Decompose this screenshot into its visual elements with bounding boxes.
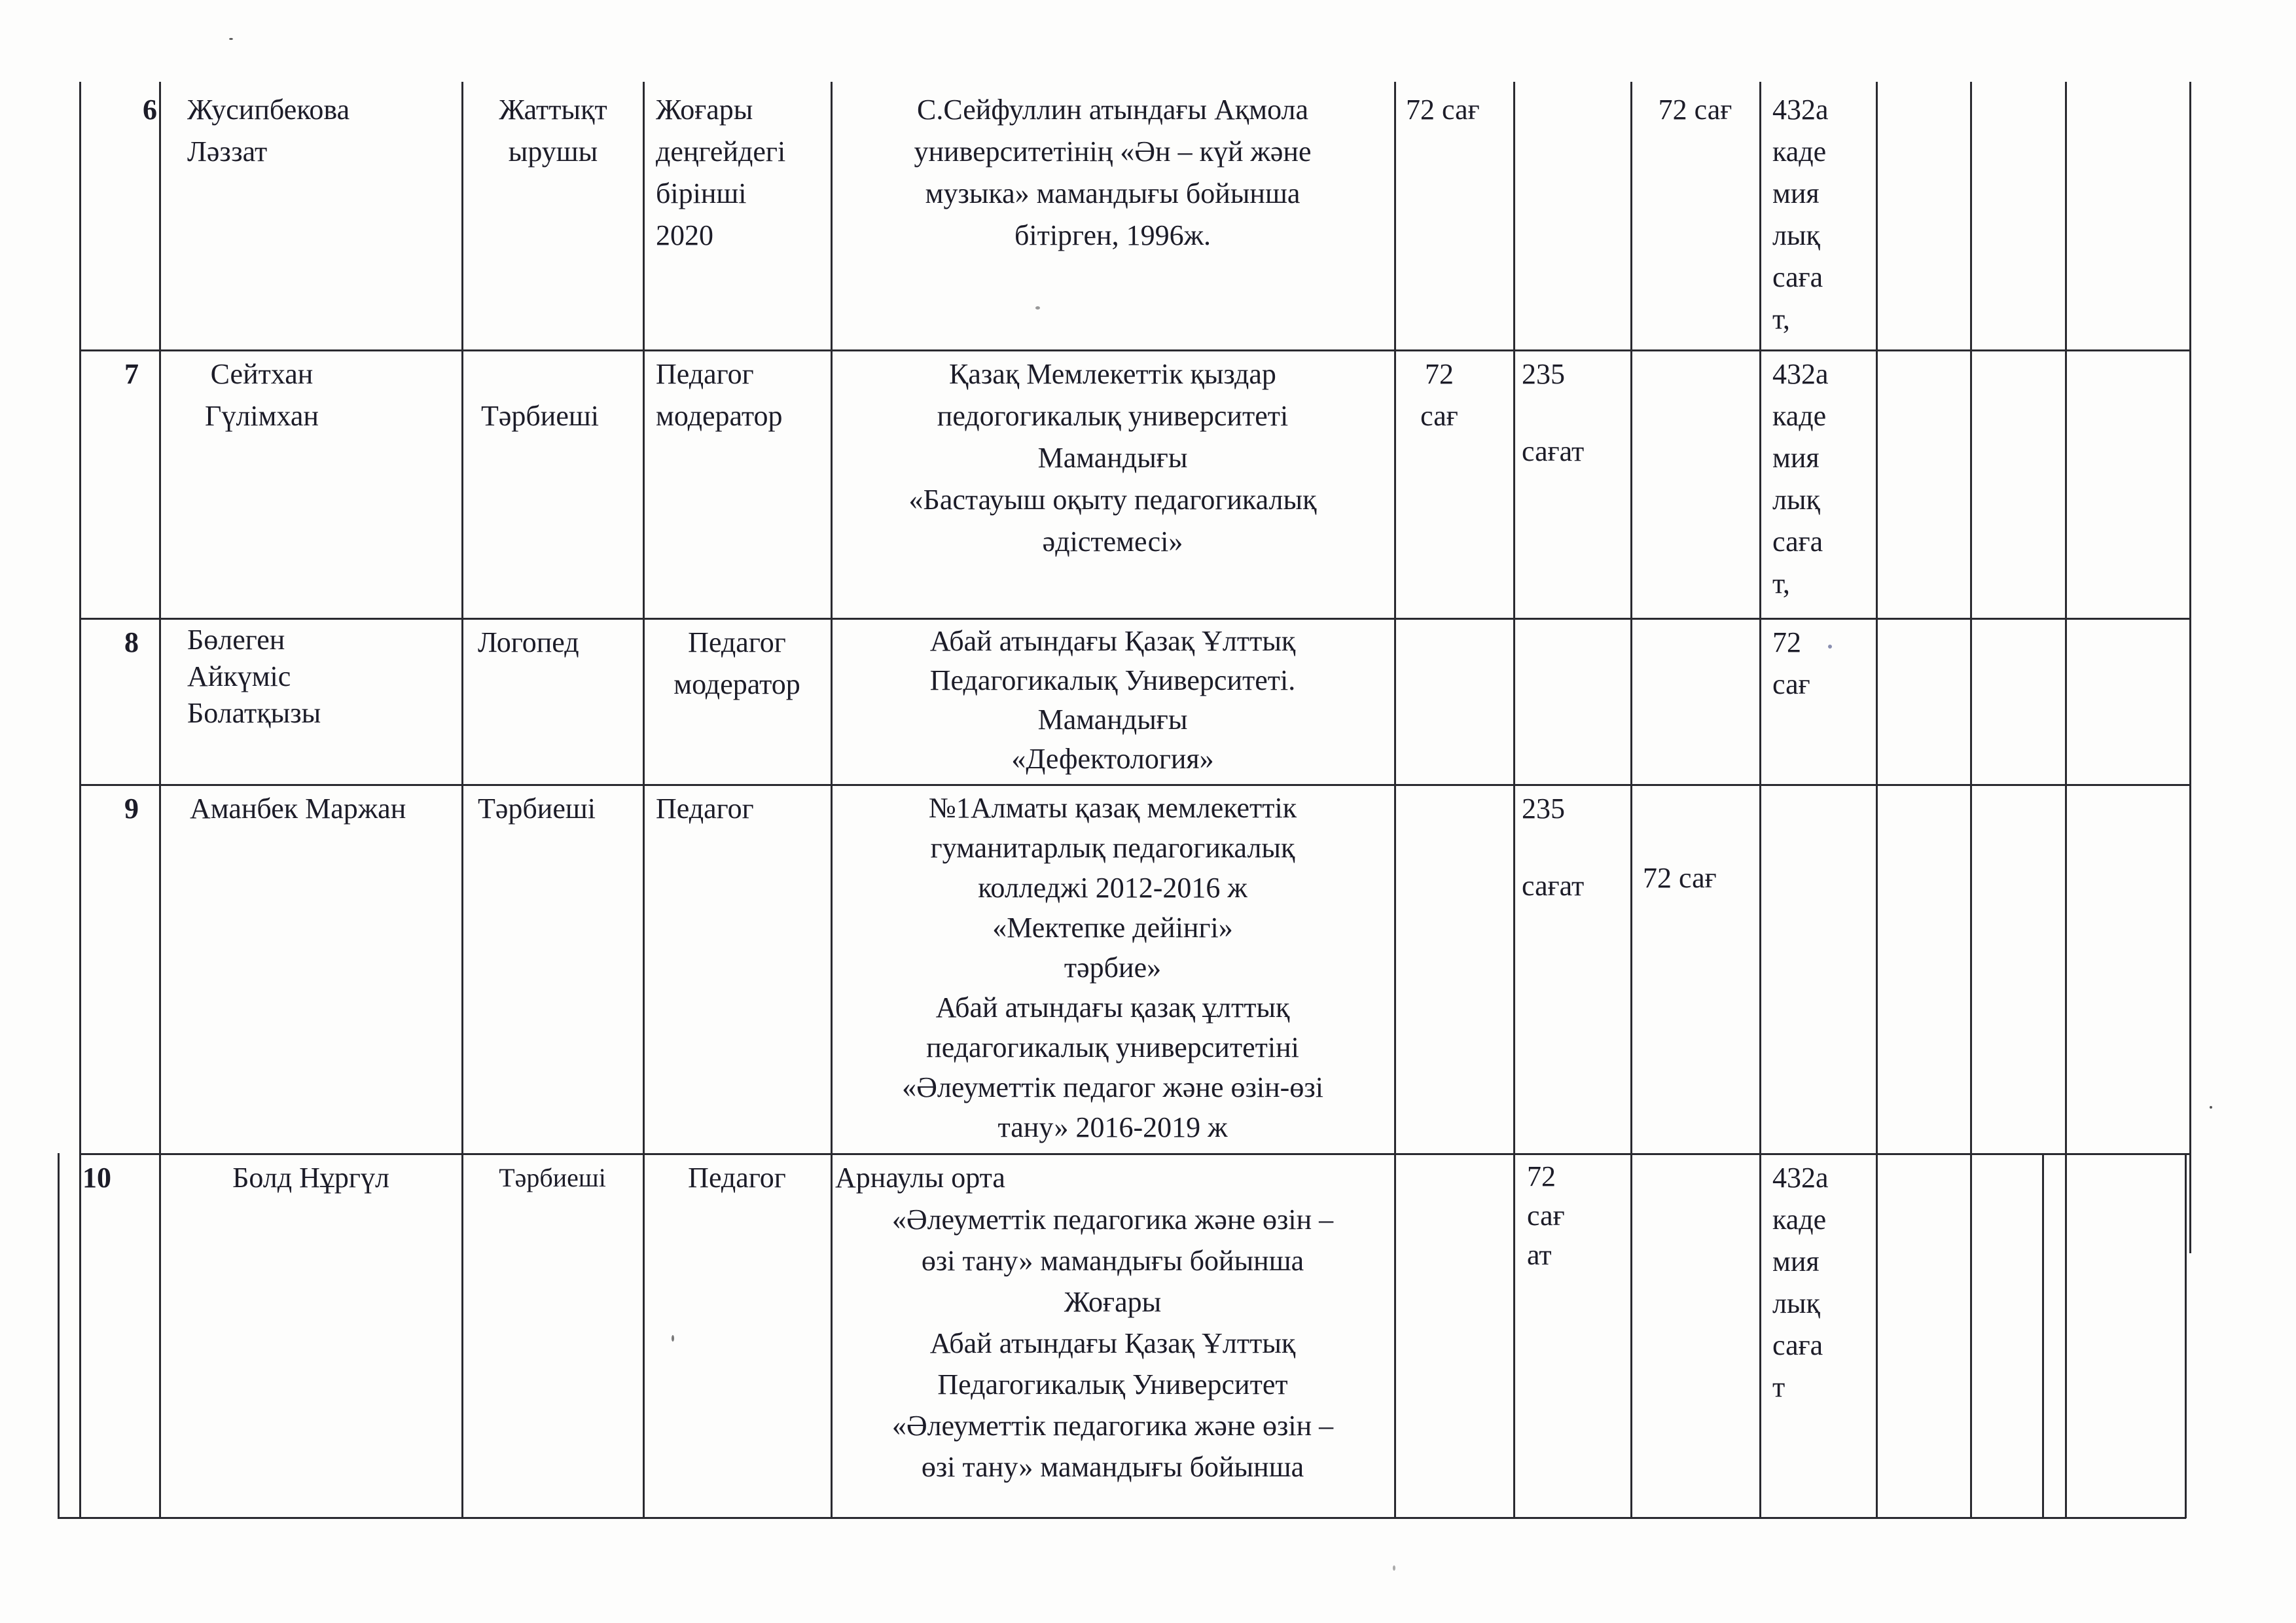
education-details: Қазақ Мемлекеттік қыздар педогогикалық университеті Мамандығы «Бастауыш оқыту педагогикалық әдістемесі» — [908, 358, 1317, 558]
employee-position: Тәрбиеші — [481, 400, 599, 432]
academic-hours: 72 сағ — [1772, 626, 1810, 700]
training-hours: 72 сағ — [1643, 862, 1717, 894]
education-details: №1Алматы қазақ мемлекеттік гуманитарлық педагогикалық колледжі 2012-2016 ж «Мектепке дейінгі» тәрбие» Абай атындағы қазақ ұлттық педагогикалық университетіні «Әлеуметтік педагог және өзін-өзі тану» 2016-2019 ж — [902, 792, 1323, 1143]
education-details: Абай атындағы Қазақ Ұлттық Педагогикалық Университеті. Мамандығы «Дефектология» — [929, 625, 1296, 775]
training-hours: 72 сағ — [1406, 94, 1480, 126]
employee-position: Логопед — [478, 626, 579, 658]
education-details: «Әлеуметтік педагогика және өзін – өзі тану» мамандығы бойынша Жоғары Абай атындағы Қазақ Ұлттық Педагогикалық Университет «Әлеуметтік педагогика және өзін – өзі тану» мамандығы бойынша — [891, 1204, 1334, 1483]
row-number: 8 — [124, 626, 139, 658]
academic-hours: 432а каде мия лық саға т, — [1772, 94, 1829, 335]
qualification-category: Педагог модератор — [673, 626, 800, 700]
row-number: 7 — [124, 358, 139, 390]
academic-hours: 432а каде мия лық саға т — [1772, 1162, 1829, 1403]
employee-position: Жаттықт ырушы — [499, 94, 607, 168]
row-number: 9 — [124, 793, 139, 825]
academic-hours: 432а каде мия лық саға т, — [1772, 358, 1829, 599]
employee-position: Тәрбиеші — [499, 1163, 606, 1192]
qualification-category: Педагог — [656, 793, 754, 825]
education-details: С.Сейфуллин атындағы Ақмола университетінің «Ән – күй және музыка» мамандығы бойынша бітірген, 1996ж. — [914, 94, 1312, 251]
qualification-category: Педагог модератор — [656, 358, 783, 432]
employee-name: Сейтхан Гүлімхан — [205, 358, 319, 432]
training-hours: 72 сағ — [1658, 94, 1732, 126]
row-number: 10 — [82, 1162, 111, 1194]
employee-name: Болд Нұргүл — [232, 1162, 389, 1194]
qualification-category: Педагог — [688, 1162, 786, 1194]
training-hours: 235 сағат — [1522, 358, 1585, 467]
qualification-category: Жоғары деңгейдегі бірінші 2020 — [656, 94, 786, 251]
employee-name: Аманбек Маржан — [190, 793, 406, 825]
employee-position: Тәрбиеші — [478, 793, 596, 825]
training-hours: 235 сағат — [1522, 793, 1585, 902]
training-hours: 72 сағ — [1420, 358, 1458, 432]
employee-name: Бөлеген Айкүміс Болатқызы — [187, 624, 321, 729]
education-level-label: Арнаулы орта — [835, 1162, 1005, 1194]
row-number: 6 — [143, 94, 157, 126]
training-hours: 72 сағ ат — [1527, 1160, 1565, 1271]
employee-name: Жусипбекова Ләззат — [187, 94, 350, 168]
